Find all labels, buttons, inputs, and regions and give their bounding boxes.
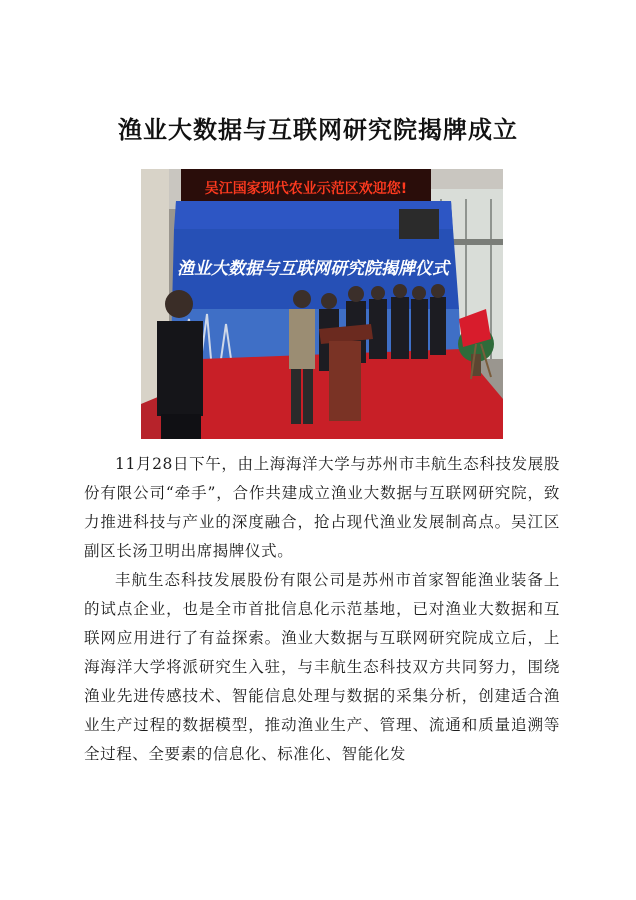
- unveiling-ceremony-photo: [141, 169, 503, 439]
- paragraph-1: 11月28日下午，由上海海洋大学与苏州市丰航生态科技发展股份有限公司“牵手”，合作共建成立渔业大数据与互联网研究院，致力推进科技与产业的深度融合，抢占现代渔业发展制高点。吴江区副区长汤卫明出席揭牌仪式。: [84, 455, 560, 560]
- led-banner-text: 吴江国家现代农业示范区欢迎您!: [204, 181, 408, 197]
- paragraph-2: 丰航生态科技发展股份有限公司是苏州市首家智能渔业装备上的试点企业，也是全市首批信息化示范基地，已对渔业大数据和互联网应用进行了有益探索。渔业大数据与互联网研究院成立后，上海海洋大学将派研究生入驻，与丰航生态科技双方共同努力，围绕渔业先进传感技术、智能信息处理与数据的采集分析，创建适合渔业生产过程的数据模型，推动渔业生产、管理、流通和质量追溯等全过程、全要素的信息化、标准化、智能化发: [84, 571, 560, 763]
- article-body: [84, 450, 560, 769]
- page-title: 渔业大数据与互联网研究院揭牌成立: [118, 115, 518, 144]
- backdrop-title: 渔业大数据与互联网研究院揭牌仪式: [177, 259, 449, 279]
